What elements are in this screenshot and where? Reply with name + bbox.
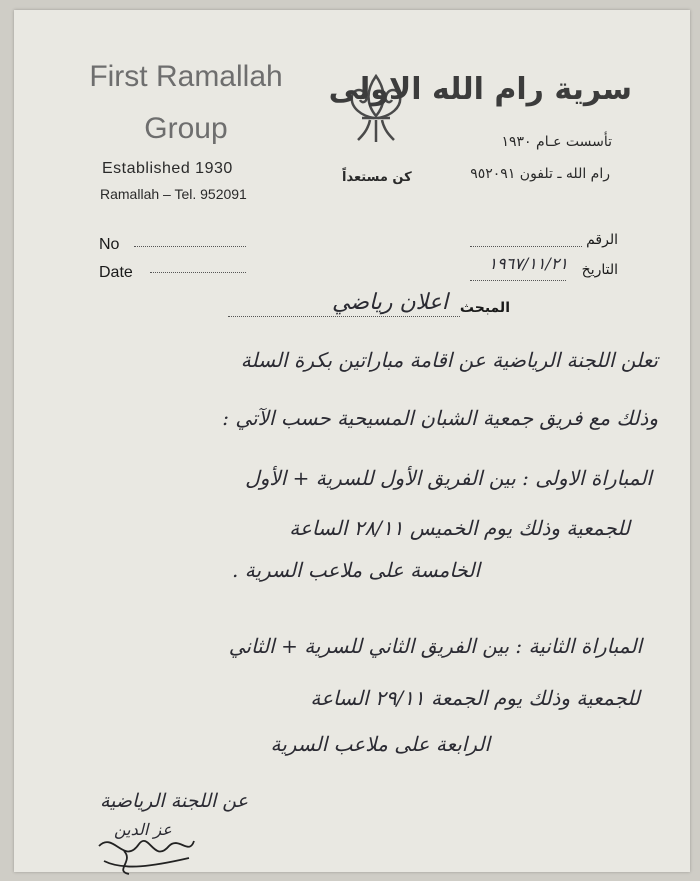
closing-committee: عن اللجنة الرياضية bbox=[100, 790, 249, 812]
ar-number-line bbox=[470, 246, 582, 247]
body-line-4: للجمعية وذلك يوم الخميس ٢٨/١١ الساعة bbox=[289, 516, 630, 540]
date-label: Date bbox=[99, 264, 133, 281]
ar-number-label: الرقم bbox=[586, 232, 618, 248]
ar-date-value: ١٩٦٧/١١/٢١ bbox=[488, 254, 568, 273]
no-line bbox=[134, 246, 246, 247]
body-line-5: الخامسة على ملاعب السرية . bbox=[232, 558, 480, 582]
no-label: No bbox=[99, 236, 120, 253]
body-line-3: المباراة الاولى : بين الفريق الأول للسرية + الأول bbox=[245, 466, 652, 490]
date-line bbox=[150, 272, 246, 273]
location-tel-text: Ramallah – Tel. 952091 bbox=[100, 186, 247, 202]
ar-date-line bbox=[470, 280, 566, 281]
en-title-line2: Group bbox=[144, 112, 228, 145]
body-line-8: الرابعة على ملاعب السرية bbox=[270, 732, 490, 756]
subject-value: اعلان رياضي bbox=[332, 290, 448, 315]
established-text: Established 1930 bbox=[102, 160, 233, 177]
ar-location-tel-text: رام الله ـ تلفون ٩٥٢٠٩١ bbox=[470, 166, 610, 182]
body-line-2: وذلك مع فريق جمعية الشبان المسيحية حسب الآتي : bbox=[222, 406, 658, 430]
signature-scribble bbox=[94, 826, 204, 876]
subject-line bbox=[228, 316, 460, 317]
scout-motto: كن مستعداً bbox=[342, 170, 412, 185]
ar-date-label: التاريخ bbox=[581, 262, 618, 278]
body-line-6: المباراة الثانية : بين الفريق الثاني للسرية + الثاني bbox=[228, 634, 642, 658]
en-title-line1: First Ramallah bbox=[89, 60, 283, 93]
ar-title: سرية رام الله الاولى bbox=[328, 72, 632, 107]
body-line-1: تعلن اللجنة الرياضية عن اقامة مباراتين بكرة السلة bbox=[240, 348, 658, 372]
subject-label: المبحث bbox=[459, 300, 510, 316]
ar-established-text: تأسست عـام ١٩٣٠ bbox=[501, 134, 612, 150]
body-line-7: للجمعية وذلك يوم الجمعة ٢٩/١١ الساعة bbox=[310, 686, 640, 710]
closing-signed-by: عز الدين bbox=[114, 820, 172, 839]
letterhead-sheet bbox=[14, 10, 690, 872]
